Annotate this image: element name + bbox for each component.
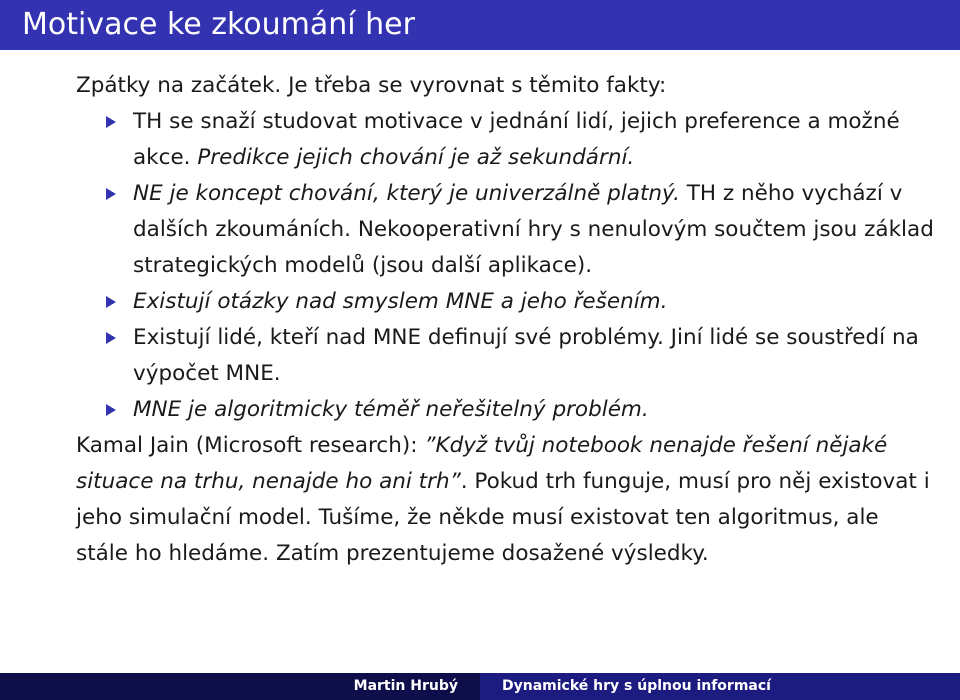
bullet-item bbox=[76, 284, 936, 320]
triangle-bullet-icon bbox=[106, 296, 116, 308]
title-bar bbox=[0, 0, 960, 50]
triangle-bullet-icon bbox=[106, 332, 116, 344]
triangle-bullet-icon bbox=[106, 116, 116, 128]
bullet-list bbox=[76, 104, 936, 428]
intro-text: Zpátky na začátek. Je třeba se vyrovnat s těmito fakty: bbox=[76, 73, 667, 98]
bullet-item bbox=[76, 392, 936, 428]
closing-text-rest: . Pokud trh funguje, musí pro něj existovat i jeho simulační model. Tušíme, že někde musí existovat ten algoritmus, ale stále ho hledáme. Zatím prezentujeme dosažené výsledky. bbox=[76, 469, 930, 566]
bullet-item bbox=[76, 176, 936, 284]
bullet-item bbox=[76, 320, 936, 392]
bullet-text: TH z něho vychází v dalších zkoumáních. Nekooperativní hry s nenulovým součtem jsou základ strategických modelů (jsou další aplikace). bbox=[133, 181, 934, 278]
closing-text: Kamal Jain (Microsoft research): bbox=[76, 433, 425, 458]
bullet-text-italic: Existují otázky nad smyslem MNE a jeho řešením. bbox=[133, 289, 668, 314]
bullet-text-italic: Predikce jejich chování je až sekundární. bbox=[197, 145, 635, 170]
bullet-text-italic: NE je koncept chování, který je univerzálně platný. bbox=[133, 181, 680, 206]
closing-paragraph bbox=[76, 428, 936, 572]
footer-talk-title: Dynamické hry s úplnou informací bbox=[480, 673, 960, 700]
bullet-text-italic: MNE je algoritmicky téměř neřešitelný problém. bbox=[133, 397, 649, 422]
closing-quote: ”Když tvůj notebook nenajde řešení nějaké situace na trhu, nenajde ho ani trh” bbox=[76, 433, 888, 494]
slide-title: Motivace ke zkoumání her bbox=[22, 7, 415, 42]
footer-bar bbox=[0, 673, 960, 700]
bullet-item bbox=[76, 104, 936, 176]
bullet-text: TH se snaží studovat motivace v jednání lidí, jejich preference a možné akce. bbox=[133, 109, 900, 170]
triangle-bullet-icon bbox=[106, 188, 116, 200]
footer-author: Martin Hrubý bbox=[0, 673, 480, 700]
bullet-text: Existují lidé, kteří nad MNE definují své problémy. Jiní lidé se soustředí na výpočet MNE. bbox=[133, 325, 919, 386]
triangle-bullet-icon bbox=[106, 404, 116, 416]
slide-body bbox=[76, 68, 936, 572]
